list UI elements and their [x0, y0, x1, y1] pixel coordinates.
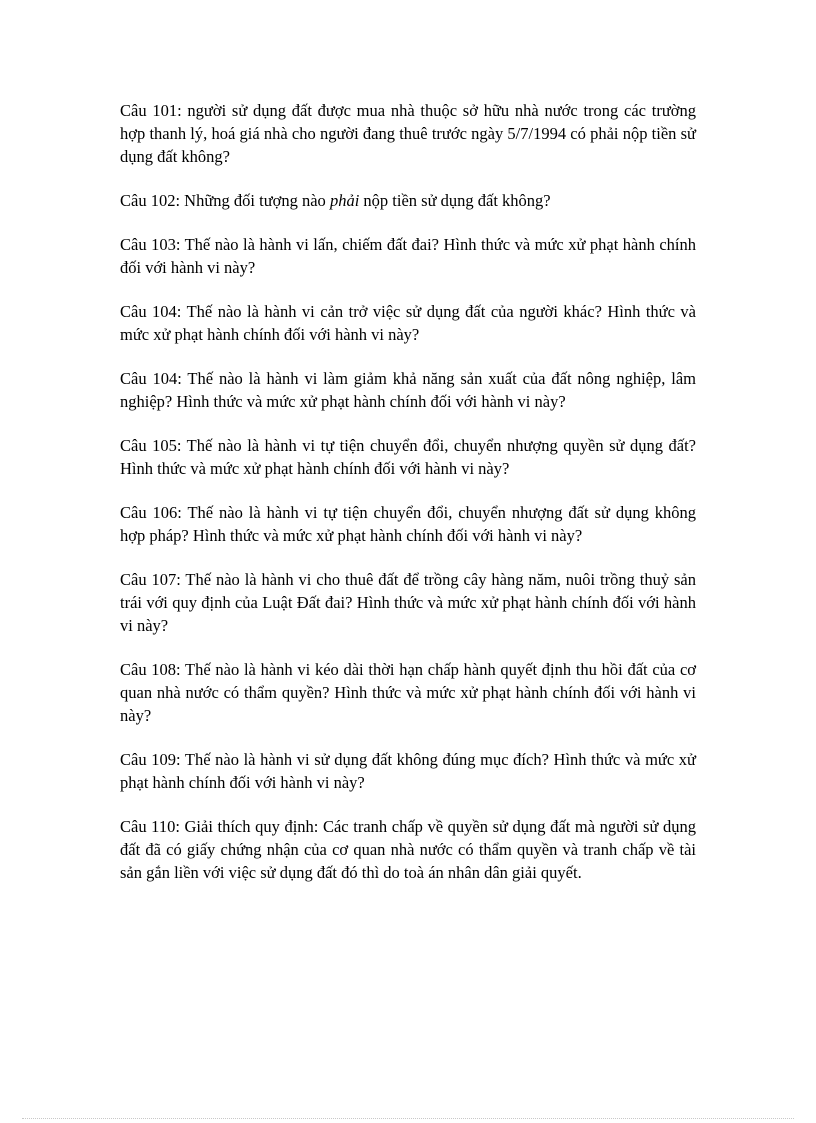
question-106: Câu 106: Thế nào là hành vi tự tiện chuyển đổi, chuyển nhượng đất sử dụng không hợp pháp? Hình thức và mức xử phạt hành chính đối với hành vi này?	[120, 503, 696, 545]
question-list	[120, 99, 696, 905]
page-bottom-divider	[22, 1118, 794, 1119]
question-102-after: nộp tiền sử dụng đất không?	[359, 191, 551, 210]
question-110: Câu 110: Giải thích quy định: Các tranh chấp về quyền sử dụng đất mà người sử dụng đất đã có giấy chứng nhận của cơ quan nhà nước có thẩm quyền và tranh chấp về tài sản gắn liền với việc sử dụng đất đó thì do toà án nhân dân giải quyết.	[120, 817, 696, 882]
question-102	[120, 189, 696, 212]
question-104-a: Câu 104: Thế nào là hành vi cản trở việc sử dụng đất của người khác? Hình thức và mức xử phạt hành chính đối với hành vi này?	[120, 302, 696, 344]
question-105: Câu 105: Thế nào là hành vi tự tiện chuyển đổi, chuyển nhượng quyền sử dụng đất? Hình thức và mức xử phạt hành chính đối với hành vi này?	[120, 436, 696, 478]
question-108: Câu 108: Thế nào là hành vi kéo dài thời hạn chấp hành quyết định thu hồi đất của cơ quan nhà nước có thẩm quyền? Hình thức và mức xử phạt hành chính đối với hành vi này?	[120, 660, 696, 725]
question-104-b: Câu 104: Thế nào là hành vi làm giảm khả năng sản xuất của đất nông nghiệp, lâm nghiệp? Hình thức và mức xử phạt hành chính đối với hành vi này?	[120, 369, 696, 411]
question-109: Câu 109: Thế nào là hành vi sử dụng đất không đúng mục đích? Hình thức và mức xử phạt hành chính đối với hành vi này?	[120, 750, 696, 792]
question-107: Câu 107: Thế nào là hành vi cho thuê đất để trồng cây hàng năm, nuôi trồng thuỷ sản trái với quy định của Luật Đất đai? Hình thức và mức xử phạt hành chính đối với hành vi này?	[120, 570, 696, 635]
question-102-before: Câu 102: Những đối tượng nào	[120, 191, 330, 210]
question-102-emphasis: phải	[329, 191, 360, 210]
question-103: Câu 103: Thế nào là hành vi lấn, chiếm đất đai? Hình thức và mức xử phạt hành chính đối với hành vi này?	[120, 235, 696, 277]
question-101: Câu 101: người sử dụng đất được mua nhà thuộc sở hữu nhà nước trong các trường hợp thanh lý, hoá giá nhà cho người đang thuê trước ngày 5/7/1994 có phải nộp tiền sử dụng đất không?	[120, 101, 696, 166]
